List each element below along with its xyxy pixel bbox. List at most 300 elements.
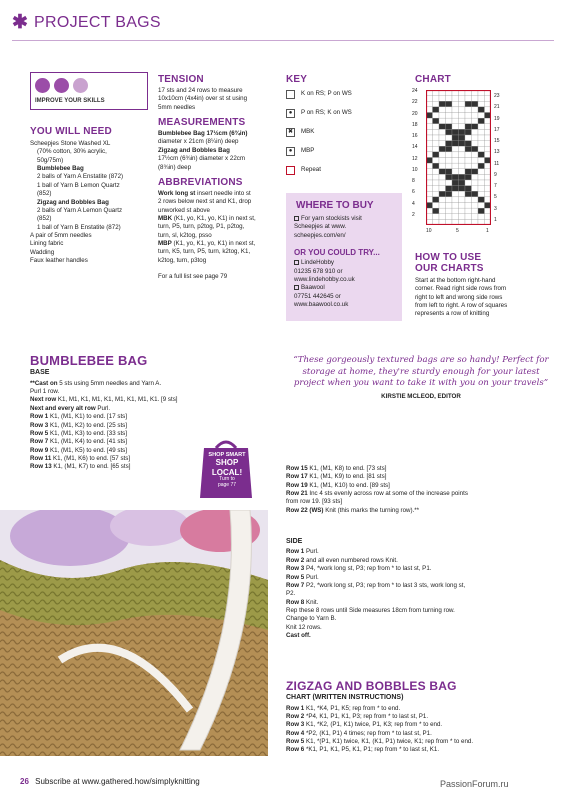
chart-cell (459, 113, 466, 119)
where-to-buy-line: Scheepjes at www. (294, 223, 347, 231)
chart-cell (439, 203, 446, 209)
chart-row-label: 23 (494, 93, 500, 99)
chart-cell (433, 141, 440, 147)
how-to-use (415, 252, 545, 319)
instruction-line: Row 7 K1, (M1, K4) to end. [41 sts] (30, 438, 127, 446)
instruction-line: P2. (286, 590, 296, 598)
chart-row-label: 15 (494, 138, 500, 144)
chart-cell (439, 152, 446, 158)
chart-cell (459, 146, 466, 152)
instruction-line: Knit 12 rows. (286, 623, 322, 631)
key-label: MBP (301, 146, 315, 154)
instruction-line: Row 1 K1, (M1, K1) to end. [17 sts] (30, 413, 127, 421)
chart-row-label: 19 (494, 115, 500, 122)
chart-cell (452, 208, 459, 214)
chart-cell (433, 107, 440, 113)
chart-cell (433, 169, 440, 175)
chart-cell (478, 124, 485, 130)
chart-row-label: 4 (412, 200, 415, 207)
header-rule (12, 40, 554, 41)
where-to-buy-line: For yarn stockists visit (294, 215, 398, 223)
chart-row-label: 24 (412, 88, 418, 94)
where-to-buy-line: scheepjes.com/en/ (294, 231, 346, 239)
key-label: K on RS; P on WS (301, 89, 352, 97)
chart-cell (472, 174, 479, 180)
quote-author: KIRSTIE MCLEOD, EDITOR (381, 392, 461, 400)
tension-column (158, 74, 278, 282)
chart-cell (472, 124, 479, 130)
chart-cell (439, 174, 446, 180)
chart-cell (433, 96, 440, 102)
key-label: P on RS; K on WS (301, 108, 352, 116)
chart-col-label: 10 (426, 228, 432, 234)
chart-row-label: 14 (412, 144, 418, 151)
chart-cell (433, 146, 440, 152)
materials-line: Wadding (30, 248, 55, 256)
badge-line-1: SHOP SMART (208, 452, 246, 458)
where-to-buy-line: LindeHobby (294, 259, 398, 267)
materials-line: Bumblebee Bag (37, 165, 84, 173)
chart-cell (459, 118, 466, 124)
chart-cell (459, 158, 466, 164)
instruction-line: **Cast on 5 sts using 5mm needles and Yarn A. (30, 379, 162, 387)
instruction-line: Row 6 *K1, P1, K1, P5, K1, P1; rep from * to last st, K1. (286, 746, 440, 754)
where-to-buy-line: Baawool (294, 284, 398, 292)
chart-cell (459, 107, 466, 113)
chart-cell (465, 203, 472, 209)
x-symbol-icon: ✖ (287, 128, 294, 135)
chart-col-label: 5 (456, 228, 459, 234)
chart-cell (433, 197, 440, 203)
chart-cell (433, 208, 440, 214)
chart-cell (452, 141, 459, 147)
you-will-need (30, 126, 150, 265)
dot-symbol-icon: ● (286, 147, 295, 156)
chart-cell (472, 208, 479, 214)
chart-cell (478, 152, 485, 158)
bag-photo (0, 510, 268, 756)
chart-cell (459, 203, 466, 209)
chart-cell (472, 118, 479, 124)
instruction-line: Cast off. (286, 632, 311, 640)
instruction-line: from row 19. [93 sts] (286, 498, 343, 506)
chart-row-label: 21 (494, 104, 500, 111)
chart-cell (446, 174, 453, 180)
chart-cell (446, 107, 453, 113)
chart-cell (465, 129, 472, 135)
skills-label: IMPROVE YOUR SKILLS (35, 97, 105, 104)
chart-cell (439, 191, 446, 197)
chart-cell (446, 169, 453, 175)
page-header (0, 0, 566, 44)
chart-cell (446, 101, 453, 107)
chart-cell (478, 129, 485, 135)
tension-title: TENSION (158, 74, 204, 85)
instruction-line: Row 13 K1, (M1, K7) to end. [65 sts] (30, 463, 131, 471)
chart-cell (465, 186, 472, 192)
chart-cell (452, 107, 459, 113)
chart-cell (472, 203, 479, 209)
chart-cell (459, 135, 466, 141)
chart-cell (452, 129, 459, 135)
instruction-line: Row 3 K1, (M1, K2) to end. [25 sts] (30, 421, 127, 429)
tension-line: 5mm needles (158, 103, 196, 111)
key-row (286, 127, 314, 137)
chart-cell (439, 186, 446, 192)
measurement-line: (8¾in) deep (158, 163, 192, 171)
chart-cell (465, 163, 472, 169)
chart-cell (439, 129, 446, 135)
chart-cell (459, 197, 466, 203)
instruction-line: Row 19 K1, (M1, K10) to end. [89 sts] (286, 481, 390, 489)
chart-row-label: 2 (412, 211, 415, 218)
chart-cell (439, 96, 446, 102)
chart-cell (452, 180, 459, 186)
badge-line-3: LOCAL! (211, 467, 243, 477)
asterisk-icon: ✱ (12, 12, 28, 33)
chart-cell (472, 197, 479, 203)
instruction-line: Row 1 Purl. (286, 548, 319, 556)
instruction-line: Row 2 *P4, K1, P1, K1, P3; rep from * to last st, P1. (286, 712, 429, 720)
chart-cell (433, 186, 440, 192)
checkbox-icon (294, 285, 299, 290)
abbreviation-line: Work long st insert needle into st (158, 189, 251, 197)
chart-cell (452, 96, 459, 102)
abbreviation-line: MBK (K1, yo, K1, yo, K1) in next st, (158, 214, 256, 222)
shop-smart-badge (200, 452, 254, 488)
chart-cell (439, 169, 446, 175)
abbreviation-line: k2tog, turn, p3tog (158, 256, 207, 264)
chart-col-label: 1 (486, 228, 489, 234)
chart-row-label: 3 (494, 205, 497, 212)
section-title: PROJECT BAGS (34, 14, 161, 31)
how-to-use-title: HOW TO USE OUR CHARTS (415, 252, 484, 274)
key-row (286, 165, 321, 175)
chart-cell (452, 203, 459, 209)
chart-cell (472, 107, 479, 113)
chart-cell (472, 163, 479, 169)
chart-cell (452, 152, 459, 158)
chart-cell (465, 197, 472, 203)
chart-cell (459, 174, 466, 180)
chart-cell (459, 191, 466, 197)
materials-line: Faux leather handles (30, 257, 88, 265)
chart-cell (446, 124, 453, 130)
chart-cell (459, 208, 466, 214)
instruction-line: Row 8 Knit. (286, 598, 319, 606)
skills-badge (30, 72, 148, 110)
instruction-line: Row 2 and all even numbered rows Knit. (286, 556, 398, 564)
badge-line-2: SHOP (215, 458, 239, 468)
chart-cell (439, 208, 446, 214)
blank-symbol-icon (286, 90, 295, 99)
measurement-line: 17½cm (6¾in) diameter x 22cm (158, 155, 246, 163)
yarn-ball-icon (35, 78, 50, 93)
chart-cell (439, 146, 446, 152)
instruction-line: Row 22 (WS) Knit (this marks the turning row).** (286, 506, 420, 514)
chart-cell (478, 146, 485, 152)
chart-row-label: 10 (412, 166, 418, 173)
instruction-line: Row 3 K1, *K2, (P1, K1) twice, P1, K3; rep from * to end. (286, 721, 443, 729)
instruction-line: Row 4 *P2, (K1, P1) 4 times; rep from * to last st, P1. (286, 729, 432, 737)
chart-cell (452, 197, 459, 203)
chart-cell (433, 158, 440, 164)
chart-row-label: 20 (412, 110, 418, 117)
checkbox-icon (294, 216, 299, 221)
chart-cell (465, 141, 472, 147)
quote-text: “These gorgeously textured bags are so handy! Perfect for storage at home, they're sturdy enough for your latest project when you want to take it with you on your travels” (293, 355, 549, 389)
key-row (286, 108, 352, 118)
where-to-buy-line (294, 240, 398, 248)
chart-cell (433, 135, 440, 141)
materials-line: 2 balls of Yarn A Enstatite (872) (37, 173, 124, 181)
chart-cell (459, 101, 466, 107)
bumblebee-title: BUMBLEBEE BAG (30, 353, 148, 368)
chart-cell (465, 152, 472, 158)
instruction-line: Purl 1 row. (30, 388, 60, 396)
chart-cell (439, 180, 446, 186)
chart-cell (472, 158, 479, 164)
chart-cell (452, 113, 459, 119)
key-row (286, 89, 352, 99)
chart-cell (433, 214, 440, 220)
chart-cell (433, 113, 440, 119)
chart-row-label: 1 (494, 216, 497, 223)
chart-row-label: 5 (494, 194, 497, 201)
chart-cell (465, 180, 472, 186)
key-label: Repeat (301, 165, 321, 173)
chart-row-label: 11 (494, 160, 500, 167)
chart-row-label: 13 (494, 149, 500, 156)
chart-cell (452, 135, 459, 141)
instruction-line: Row 3 P4, *work long st, P3; rep from * to last st, P1. (286, 565, 432, 573)
chart-cell (472, 129, 479, 135)
chart-cell (478, 96, 485, 102)
chart-cell (472, 169, 479, 175)
chart-cell (446, 96, 453, 102)
chart-cell (472, 96, 479, 102)
yarn-ball-icon (73, 78, 88, 93)
chart-cell (478, 208, 485, 214)
chart-cell (452, 191, 459, 197)
where-to-buy-line: 01235 678 910 or (294, 267, 343, 275)
chart-cell (452, 124, 459, 130)
zigzag-title: ZIGZAG AND BOBBLES BAG (286, 679, 457, 693)
materials-line: 2 balls of Yarn A Lemon Quartz (37, 206, 123, 214)
repeat-symbol-icon (286, 166, 295, 175)
zigzag-subtitle: CHART (WRITTEN INSTRUCTIONS) (286, 694, 404, 702)
chart-cell (439, 135, 446, 141)
materials-line: 1 ball of Yarn B Enstatite (872) (37, 223, 121, 231)
chart-cell (446, 191, 453, 197)
chart-cell (446, 208, 453, 214)
instruction-line: Next and every alt row Purl. (30, 404, 111, 412)
chart-cell (439, 101, 446, 107)
knitted-bag-image (0, 510, 268, 756)
bumblebee-subtitle: BASE (30, 369, 50, 377)
chart-cell (439, 163, 446, 169)
measurements-title: MEASUREMENTS (158, 117, 246, 129)
chart-cell (446, 180, 453, 186)
chart-cell (478, 186, 485, 192)
chart-cell (472, 152, 479, 158)
abbreviation-line: MBP (K1, yo, K1, yo, K1) in next st, (158, 240, 256, 248)
chart-cell (452, 163, 459, 169)
chart-cell (478, 113, 485, 119)
instruction-line: Row 5 K1, *(P1, K1) twice, K1, (K1, P1) twice, K1; rep from * to end. (286, 738, 474, 746)
chart-cell (472, 101, 479, 107)
chart-cell (472, 214, 479, 220)
chart-cell (465, 174, 472, 180)
chart-row-label: 6 (412, 189, 415, 196)
chart-cell (465, 96, 472, 102)
chart-row-label: 18 (412, 121, 418, 128)
measurement-line: Zigzag and Bobbles Bag (158, 146, 230, 154)
chart-cell (433, 152, 440, 158)
abbreviation-line (158, 265, 278, 273)
chart-cell (439, 113, 446, 119)
chart-cell (472, 186, 479, 192)
abbreviation-line: For a full list see page 79 (158, 273, 228, 281)
subscribe-link[interactable]: Subscribe at www.gathered.how/simplyknitting (35, 777, 200, 786)
chart-cell (459, 96, 466, 102)
yarn-ball-icon (54, 78, 69, 93)
chart-cell (459, 169, 466, 175)
chart-cell (472, 135, 479, 141)
chart-cell (433, 174, 440, 180)
chart-cell (446, 129, 453, 135)
instruction-line: Change to Yarn B. (286, 615, 337, 623)
chart-cell (439, 158, 446, 164)
chart-row-label: 9 (494, 171, 497, 178)
zigzag-section (286, 680, 552, 755)
abbreviation-line: turn, sl, k2tog, psso (158, 231, 212, 239)
watermark: PassionForum.ru (440, 779, 509, 789)
chart-cell (433, 118, 440, 124)
chart-cell (446, 197, 453, 203)
measurement-line: diameter x 21cm (8¼in) deep (158, 138, 239, 146)
chart-cell (459, 180, 466, 186)
chart-cell (478, 163, 485, 169)
abbreviations-title: ABBREVIATIONS (158, 176, 243, 188)
side-instructions (286, 548, 552, 640)
where-to-buy-line: OR YOU COULD TRY... (294, 248, 380, 258)
you-will-need-list (30, 140, 150, 265)
chart-cell (439, 124, 446, 130)
chart-cell (465, 191, 472, 197)
chart-cell (446, 118, 453, 124)
chart-cell (446, 214, 453, 220)
instruction-line: Row 17 K1, (M1, K9) to end. [81 sts] (286, 473, 387, 481)
chart-cell (478, 118, 485, 124)
chart-cell (465, 208, 472, 214)
chart-cell (465, 113, 472, 119)
where-to-buy-line: www.lindehobby.co.uk (294, 275, 355, 283)
chart-cell (433, 191, 440, 197)
instruction-line: Rep these 8 rows until Side measures 18cm from turning row. (286, 606, 455, 614)
chart-cell (452, 146, 459, 152)
chart-cell (465, 101, 472, 107)
chart-cell (478, 214, 485, 220)
abbreviations-text (158, 190, 278, 282)
chart-cell (433, 101, 440, 107)
tension-line: 17 sts and 24 rows to measure (158, 87, 243, 94)
chart-cell (452, 174, 459, 180)
chart-cell (446, 135, 453, 141)
chart-cell (433, 124, 440, 130)
instruction-line: Row 9 K1, (M1, K5) to end. [49 sts] (30, 446, 127, 454)
where-to-buy-line: www.baawool.co.uk (294, 301, 349, 309)
chart-cell (446, 141, 453, 147)
zigzag-instructions (286, 705, 552, 755)
materials-line: Scheepjes Stone Washed XL (30, 140, 111, 147)
chart-row-label: 17 (494, 126, 500, 133)
knitting-chart (426, 90, 491, 225)
where-to-buy-box (286, 193, 402, 321)
chart-cell (439, 118, 446, 124)
abbreviation-line: 2 rows below next st and K1, drop (158, 198, 252, 206)
chart-row-label: 22 (412, 99, 418, 106)
editor-quote (290, 355, 552, 401)
chart-cell (433, 129, 440, 135)
badge-line-4: Turn to (219, 475, 235, 482)
chart-cell (465, 107, 472, 113)
instruction-line: Row 11 K1, (M1, K6) to end. [57 sts] (30, 454, 131, 462)
chart-cell (465, 118, 472, 124)
chart-cell (478, 107, 485, 113)
tension-line: 10x10cm (4x4in) over st st using (158, 95, 248, 103)
materials-line: A pair of 5mm needles (30, 231, 92, 239)
chart-cell (446, 152, 453, 158)
how-to-use-text (415, 277, 545, 319)
chart-cell (465, 214, 472, 220)
chart-cell (465, 169, 472, 175)
how-to-use-line: right to left and wrong side rows (415, 293, 503, 301)
how-to-use-line: from left to right. A row of squares (415, 302, 508, 310)
chart-cell (459, 129, 466, 135)
you-will-need-title: YOU WILL NEED (30, 126, 112, 137)
chart-cell (478, 180, 485, 186)
chart-cell (452, 186, 459, 192)
chart-cell (478, 174, 485, 180)
chart-cell (433, 180, 440, 186)
measurements-text (158, 130, 278, 172)
chart-cell (472, 180, 479, 186)
side-title: SIDE (286, 538, 303, 545)
chart-cell (472, 191, 479, 197)
chart-cell (439, 214, 446, 220)
how-to-use-line: represents a row of knitting (415, 310, 490, 318)
chart-cell (478, 169, 485, 175)
abbreviation-line: turn, P5, turn, p2tog, P1, p2tog, (158, 223, 245, 231)
chart-cell (439, 197, 446, 203)
chart-row-label: 16 (412, 133, 418, 139)
badge-line-5: page 77 (217, 481, 237, 488)
measurement-line: Bumblebee Bag 17½cm (6¾in) (158, 130, 248, 138)
chart-cell (433, 163, 440, 169)
chart-cell (446, 158, 453, 164)
dot-symbol-icon: ● (286, 109, 295, 118)
chart-cell (459, 186, 466, 192)
chart-cell (478, 158, 485, 164)
instruction-line: Row 5 Purl. (286, 573, 319, 581)
how-to-use-line: Start at the bottom right-hand (415, 277, 496, 284)
chart-cell (472, 113, 479, 119)
chart-cell (478, 141, 485, 147)
instruction-line: Row 7 P2, *work long st, P3; rep from * to last 3 sts, work long st, (286, 581, 466, 589)
chart-cell (465, 124, 472, 130)
instruction-line: Row 1 K1, *K4, P1, K5; rep from * to end. (286, 704, 401, 712)
